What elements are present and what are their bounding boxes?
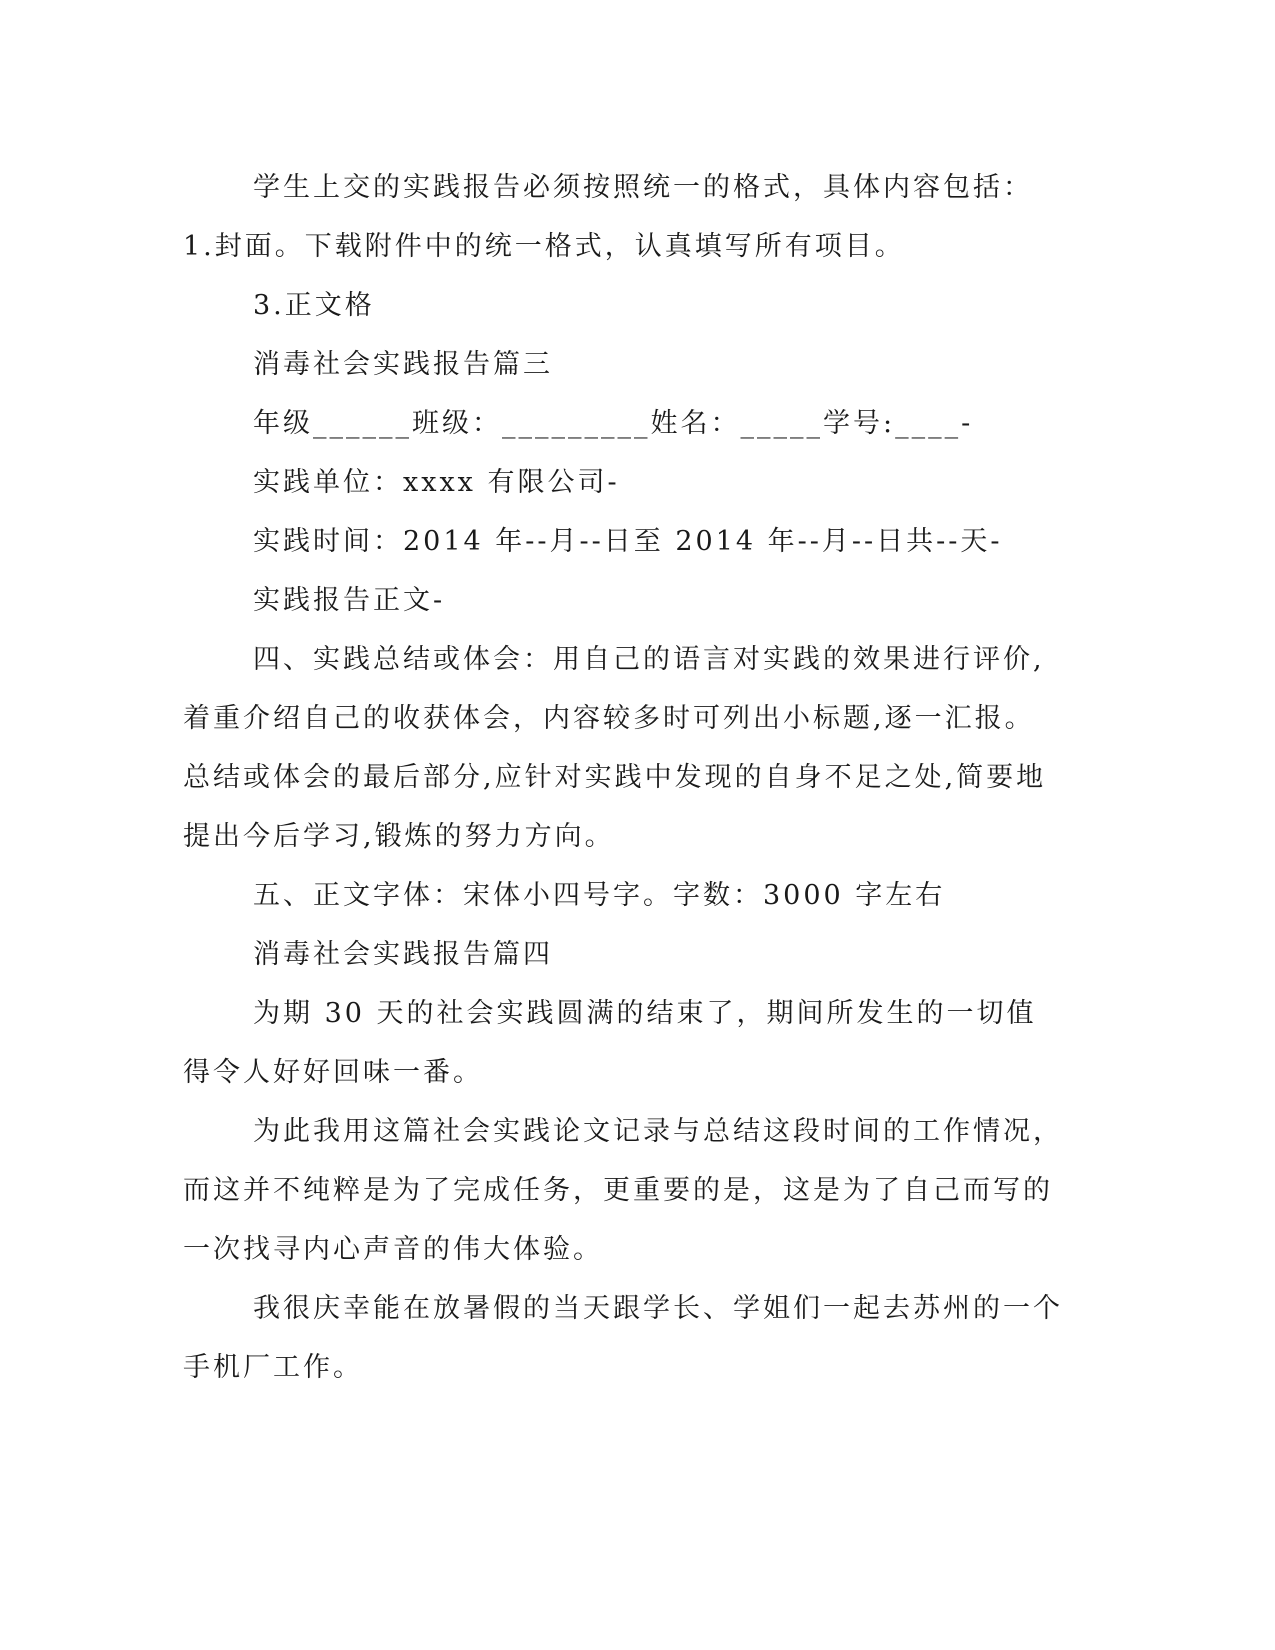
section-heading-part-three: 消毒社会实践报告篇三 bbox=[253, 349, 553, 380]
section-heading-part-four: 消毒社会实践报告篇四 bbox=[253, 939, 553, 970]
practice-time-line: 实践时间：2014 年--月--日至 2014 年--月--日共--天- bbox=[253, 526, 1003, 557]
paragraph-font-requirements: 五、正文字体：宋体小四号字。字数：3000 字左右 bbox=[253, 880, 946, 911]
paragraph-format-requirements: 学生上交的实践报告必须按照统一的格式，具体内容包括：1.封面。下载附件中的统一格式，认真填写所有项目。 bbox=[183, 172, 1033, 262]
document-body bbox=[183, 158, 1063, 1397]
paragraph-intro: 为期 30 天的社会实践圆满的结束了，期间所发生的一切值得令人好好回味一番。 bbox=[183, 998, 1037, 1088]
student-info-line: 年级______班级：_________姓名：_____学号:____- bbox=[253, 408, 974, 439]
paragraph-body-format: 3.正文格 bbox=[253, 290, 375, 321]
paragraph-summary: 四、实践总结或体会：用自己的语言对实践的效果进行评价,着重介绍自己的收获体会，内容较多时可列出小标题,逐一汇报。总结或体会的最后部分,应针对实践中发现的自身不足之处,简要地提出今后学习,锻炼的努力方向。 bbox=[183, 644, 1047, 852]
practice-unit-line: 实践单位：xxxx 有限公司- bbox=[253, 467, 620, 498]
paragraph-purpose: 为此我用这篇社会实践论文记录与总结这段时间的工作情况，而这并不纯粹是为了完成任务，更重要的是，这是为了自己而写的一次找寻内心声音的伟大体验。 bbox=[183, 1116, 1063, 1265]
paragraph-work-start: 我很庆幸能在放暑假的当天跟学长、学姐们一起去苏州的一个手机厂工作。 bbox=[183, 1293, 1063, 1383]
report-body-label: 实践报告正文- bbox=[253, 585, 446, 616]
